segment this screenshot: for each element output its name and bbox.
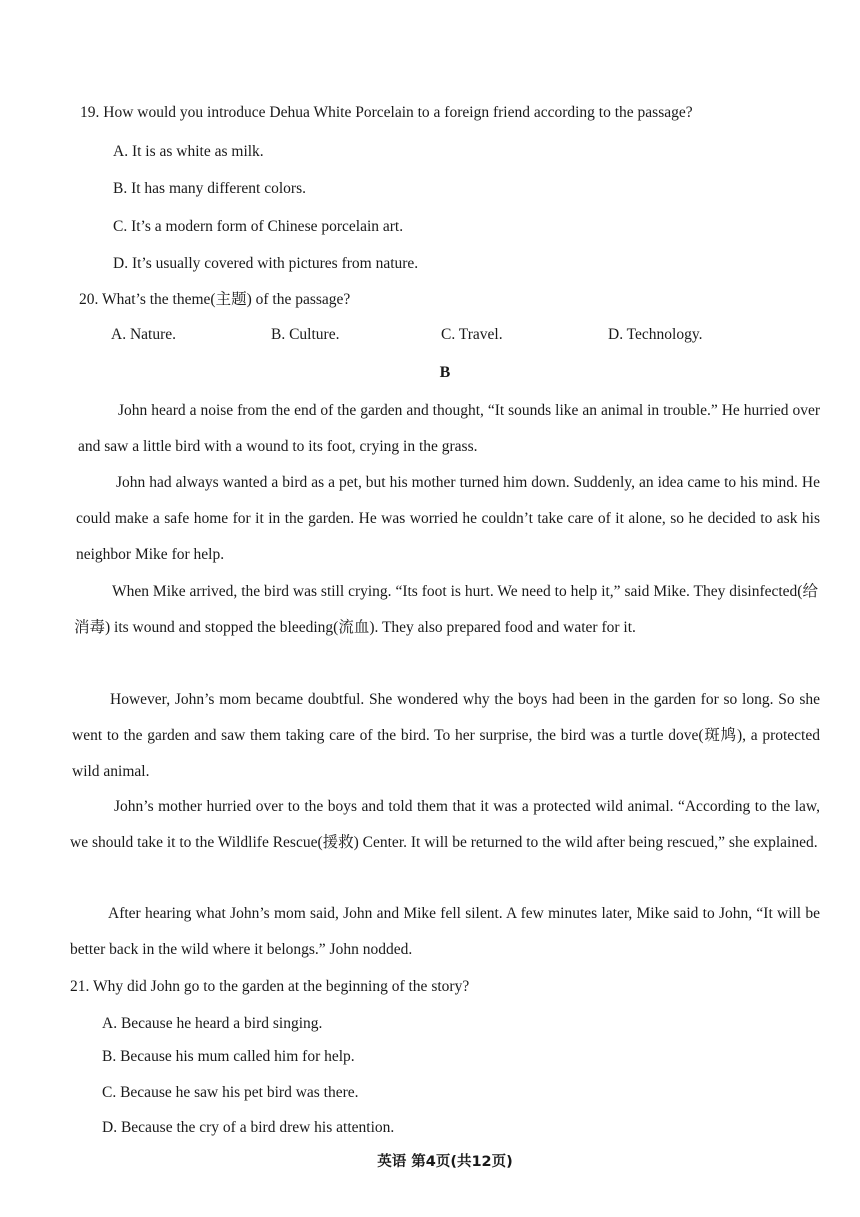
- question-21-option-b: B. Because his mum called him for help.: [102, 1048, 355, 1065]
- question-20-stem: 20. What’s the theme(主题) of the passage?: [79, 291, 351, 308]
- passage-paragraph-5: John’s mother hurried over to the boys and told them that it was a protected wild animal. “According to the law, we should take it to the Wildlife Rescue(援救) Center. It will be returned to the wild after being rescued,” she explained.: [70, 798, 820, 851]
- question-19-option-c: C. It’s a modern form of Chinese porcelain art.: [113, 218, 404, 235]
- question-19-option-d: D. It’s usually covered with pictures from nature.: [113, 255, 419, 272]
- passage-paragraph-6: After hearing what John’s mom said, John and Mike fell silent. A few minutes later, Mike said to John, “It will be better back in the wild where it belongs.” John nodded.: [70, 905, 820, 958]
- question-21-stem: 21. Why did John go to the garden at the beginning of the story?: [70, 978, 470, 995]
- question-20-option-a: A. Nature.: [111, 326, 176, 343]
- page-footer: 英语 第4页(共12页): [377, 1154, 513, 1170]
- question-20-option-b: B. Culture.: [271, 326, 340, 343]
- question-21-option-a: A. Because he heard a bird singing.: [102, 1015, 323, 1032]
- question-20-option-d: D. Technology.: [608, 326, 703, 343]
- question-19-stem: 19. How would you introduce Dehua White Porcelain to a foreign friend according to the passage?: [80, 104, 693, 121]
- question-20-options: [111, 326, 751, 348]
- question-19-option-a: A. It is as white as milk.: [113, 143, 264, 160]
- question-21-option-c: C. Because he saw his pet bird was there.: [102, 1084, 359, 1101]
- section-b-title: B: [439, 364, 451, 381]
- passage-paragraph-4: However, John’s mom became doubtful. She wondered why the boys had been in the garden for so long. So she went to the garden and saw them taking care of the bird. To her surprise, the bird was a turtle dove(斑鸠), a protected wild animal.: [72, 691, 820, 780]
- question-20-option-c: C. Travel.: [441, 326, 503, 343]
- passage-paragraph-1: John heard a noise from the end of the garden and thought, “It sounds like an animal in trouble.” He hurried over and saw a little bird with a wound to its foot, crying in the grass.: [78, 402, 820, 455]
- passage-paragraph-3: When Mike arrived, the bird was still crying. “Its foot is hurt. We need to help it,” said Mike. They disinfected(给消毒) its wound and stopped the bleeding(流血). They also prepared food and water for it.: [74, 583, 818, 636]
- passage-paragraph-2: John had always wanted a bird as a pet, but his mother turned him down. Suddenly, an idea came to his mind. He could make a safe home for it in the garden. He was worried he couldn’t take care of it alone, so he decided to ask his neighbor Mike for help.: [76, 474, 820, 563]
- question-21-option-d: D. Because the cry of a bird drew his attention.: [102, 1119, 395, 1136]
- question-19-option-b: B. It has many different colors.: [113, 180, 306, 197]
